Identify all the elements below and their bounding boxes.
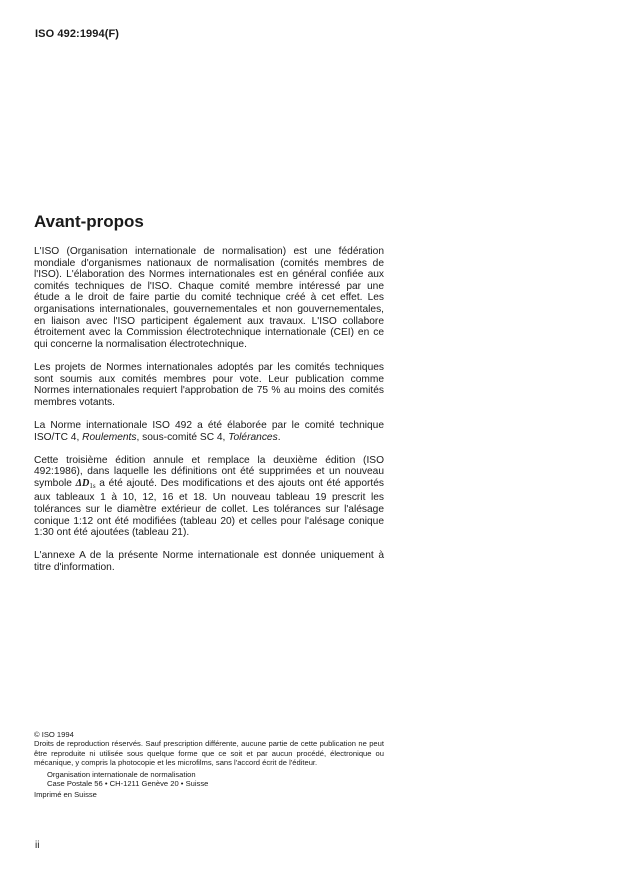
paragraph-committee	[34, 420, 384, 443]
page-number: ii	[35, 840, 40, 851]
committee-text-pre: La Norme internationale ISO 492 a été élaborée par le comité technique ISO/TC 4,	[34, 419, 384, 443]
printed-in: Imprimé en Suisse	[34, 790, 97, 800]
edition-text-pre: Cette troisième édition annule et remplace la deuxième édition (ISO 492:1986), dans laquelle les définitions ont été supprimées et un nouveau symbole	[34, 454, 384, 489]
symbol-subscript: 1s	[89, 481, 96, 490]
copyright-line: © ISO 1994	[34, 730, 74, 739]
edition-text-post: a été ajouté. Des modifications et des ajouts ont été apportés aux tableaux 1 à 10, 12, 16 et 18. Un nouveau tableau 19 prescrit les tolérances sur le diamètre extérieur de collet. Les tolérances sur l'alésage conique 1:12 ont été modifiées (tableau 20) et celles pour l'alésage conique 1:30 ont été ajoutées (tableau 21).	[34, 477, 384, 539]
committee-text-mid: , sous-comité SC 4,	[136, 431, 229, 443]
paragraph-edition	[34, 455, 384, 539]
rights-notice: Droits de reproduction réservés. Sauf prescription différente, aucune partie de cette publication ne peut être reproduite ni utilisée sous quelque forme que ce soit et par aucun procédé, électronique ou mécanique, y compris la photocopie et les microfilms, sans l'accord écrit de l'éditeur.	[34, 739, 384, 768]
document-id-header: ISO 492:1994(F)	[35, 28, 120, 40]
section-title: Avant-propos	[34, 212, 144, 231]
symbol-main: ΔD	[75, 477, 90, 489]
paragraph-voting: Les projets de Normes internationales adoptés par les comités techniques sont soumis aux comités membres pour vote. Leur publication comme Normes internationales requiert l'approbation de 75 % au moins des comités membres votants.	[34, 361, 384, 408]
subcommittee-name: Tolérances	[228, 431, 278, 443]
committee-text-post: .	[277, 431, 281, 443]
paragraph-iso-intro: L'ISO (Organisation internationale de normalisation) est une fédération mondiale d'organismes nationaux de normalisation (comités membres de l'ISO). L'élaboration des Normes internationales est en général confiée aux comités techniques de l'ISO. Chaque comité membre intéressé par une étude a le droit de faire partie du comité technique créé à cet effet. Les organisations internationales, gouvernementales et non gouvernementales, en liaison avec l'ISO participent également aux travaux. L'ISO collabore étroitement avec la Commission électrotechnique internationale (CEI) en ce qui concerne la normalisation électrotechnique.	[34, 246, 384, 350]
copyright-footer	[34, 730, 384, 800]
paragraph-annex: L'annexe A de la présente Norme internationale est donnée uniquement à titre d'information.	[34, 550, 384, 574]
committee-name: Roulements	[82, 431, 137, 443]
symbol-delta-d1s	[76, 478, 96, 489]
postal-address: Case Postale 56 • CH-1211 Genève 20 • Suisse	[47, 779, 209, 789]
foreword-body	[34, 246, 384, 585]
organization-name: Organisation internationale de normalisation	[47, 769, 196, 779]
